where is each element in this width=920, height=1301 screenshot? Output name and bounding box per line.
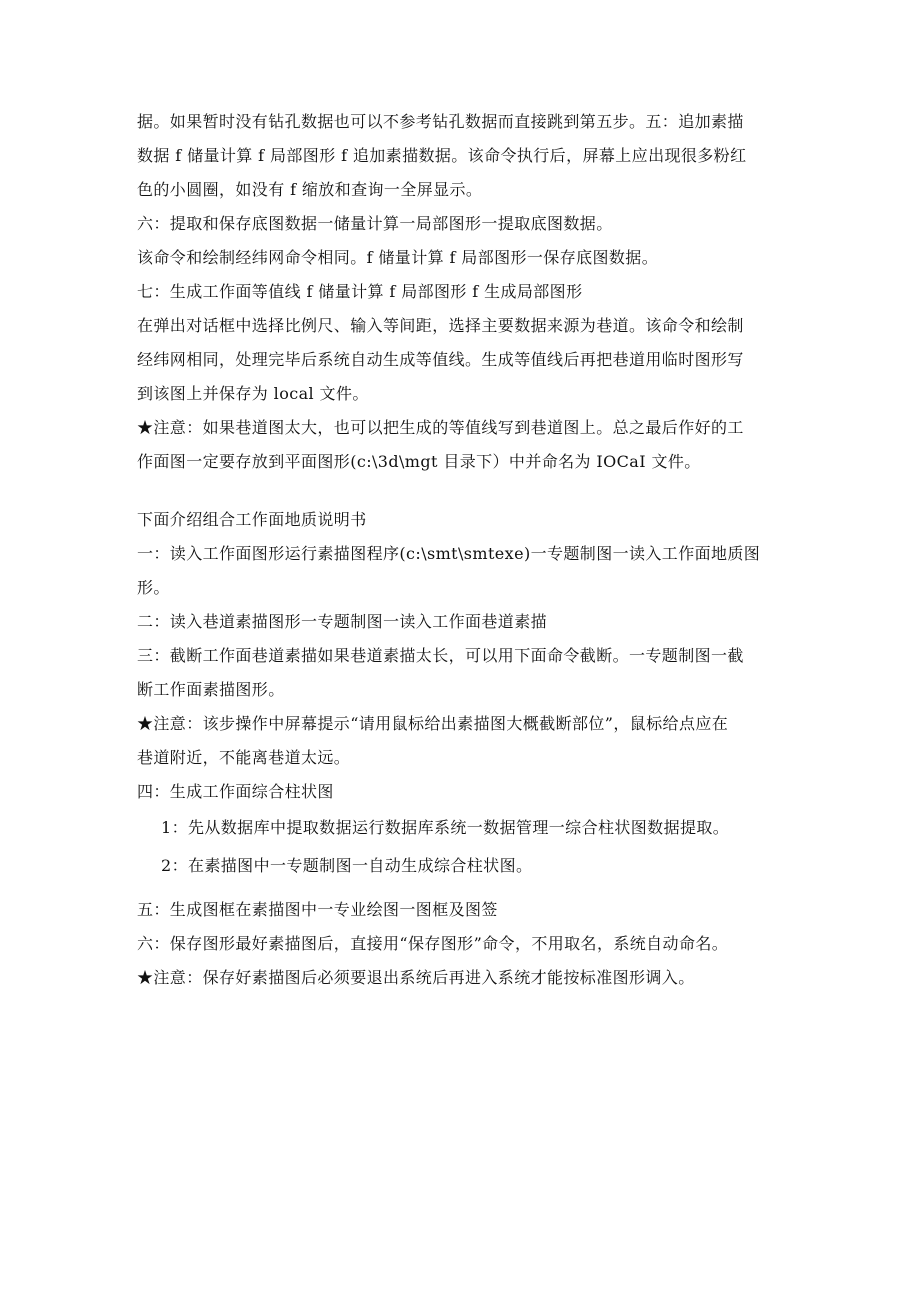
- text-line: 据。如果暂时没有钻孔数据也可以不参考钻孔数据而直接跳到第五步。五：追加素描: [137, 112, 744, 131]
- text-line: 在弹出对话框中选择比例尺、输入等间距，选择主要数据来源为巷道。该命令和绘制: [137, 316, 744, 335]
- paragraph-step-two: 二：读入巷道素描图形一专题制图一读入工作面巷道素描: [137, 612, 548, 631]
- text-line: 巷道附近，不能离巷道太远。: [137, 748, 351, 767]
- text-line: ★注意：如果巷道图太大，也可以把生成的等值线写到巷道图上。总之最后作好的工: [137, 418, 744, 437]
- paragraph-note-save: ★注意：保存好素描图后必须要退出系统后再进入系统才能按标准图形调入。: [137, 968, 695, 987]
- paragraph-note-large-map: [137, 411, 777, 479]
- text-line: 断工作面素描图形。: [137, 680, 285, 699]
- document-body: [137, 105, 777, 995]
- paragraph-generate-contours: 七：生成工作面等值线 f 储量计算 f 局部图形 f 生成局部图形: [137, 282, 583, 301]
- paragraph-extract-basemap: 六：提取和保存底图数据一储量计算一局部图形一提取底图数据。: [137, 214, 613, 233]
- text-line: 三：截断工作面巷道素描如果巷道素描太长，可以用下面命令截断。一专题制图一截: [137, 646, 744, 665]
- text-line: 色的小圆圈，如没有 f 缩放和查询一全屏显示。: [137, 180, 483, 199]
- sub-item-list: [137, 809, 777, 885]
- text-line: 形。: [137, 578, 170, 597]
- text-line: 数据 f 储量计算 f 局部图形 f 追加素描数据。该命令执行后，屏幕上应出现很多粉红: [137, 146, 747, 165]
- text-line: 作面图一定要存放到平面图形(c:\3d\mgt 目录下）中并命名为 IOCaI 文件。: [137, 452, 701, 471]
- text-line: 一：读入工作面图形运行素描图程序(c:\smt\smtexe)一专题制图一读入工作面地质图: [137, 544, 761, 563]
- paragraph-note-truncate: [137, 707, 777, 775]
- list-item: 1：先从数据库中提取数据运行数据库系统一数据管理一综合柱状图数据提取。: [161, 818, 730, 837]
- paragraph-dialog-instructions: [137, 309, 777, 411]
- text-line: 经纬网相同，处理完毕后系统自动生成等值线。生成等值线后再把巷道用临时图形写: [137, 350, 744, 369]
- paragraph-step5-continuation: [137, 105, 777, 207]
- paragraph-save-basemap: 该命令和绘制经纬网命令相同。f 储量计算 f 局部图形一保存底图数据。: [137, 248, 659, 267]
- paragraph-step-five: 五：生成图框在素描图中一专业绘图一图框及图签: [137, 900, 498, 919]
- paragraph-step-four: 四：生成工作面综合柱状图: [137, 782, 334, 801]
- list-item: 2：在素描图中一专题制图一自动生成综合柱状图。: [161, 856, 533, 875]
- section-heading-geology-manual: 下面介绍组合工作面地质说明书: [137, 510, 367, 529]
- text-line: 到该图上并保存为 local 文件。: [137, 384, 369, 403]
- paragraph-step-six: 六：保存图形最好素描图后，直接用“保存图形”命令，不用取名，系统自动命名。: [137, 934, 729, 953]
- paragraph-step-three: [137, 639, 777, 707]
- paragraph-step-one: [137, 537, 777, 605]
- text-line: ★注意：该步操作中屏幕提示“请用鼠标给出素描图大概截断部位”，鼠标给点应在: [137, 714, 729, 733]
